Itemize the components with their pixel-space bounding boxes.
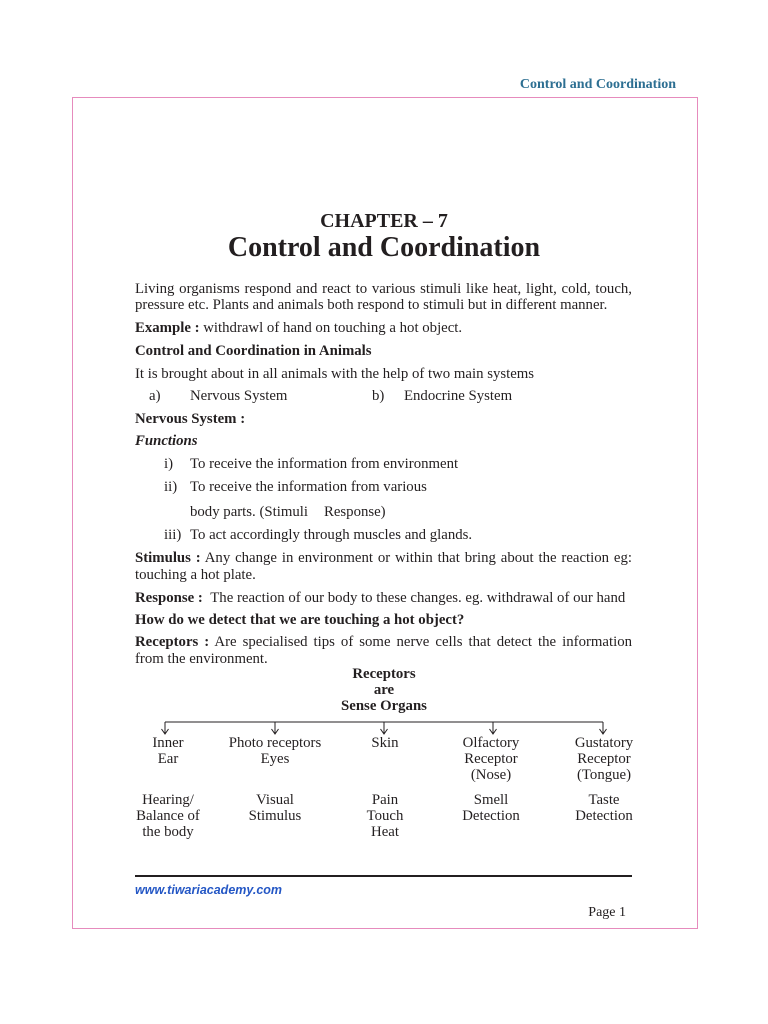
branch-5-organ-line: (Tongue)	[576, 767, 632, 783]
animals-text: It is brought about in all animals with the help of two main systems	[135, 366, 535, 382]
example-text: withdrawl of hand on touching a hot object.	[203, 320, 463, 336]
function-1-text: To receive the information from environment	[190, 456, 459, 472]
branch-4-organ-line: Olfactory	[462, 735, 520, 751]
branch-3-function-line: Heat	[371, 824, 399, 840]
branch-5-organ	[539, 735, 669, 783]
branch-4-function-line: Smell	[473, 792, 509, 808]
branch-1-function-line: the body	[142, 824, 194, 840]
nervous-system-heading: Nervous System :	[135, 411, 246, 427]
system-a-marker: a)	[149, 388, 161, 404]
stimulus-term: Stimulus :	[135, 550, 201, 566]
response-text: The reaction of our body to these changes. eg. withdrawal of our hand	[210, 590, 626, 606]
branch-5-function-line: Taste	[588, 792, 620, 808]
branch-4-function-line: Detection	[462, 808, 520, 824]
branch-1-function-line: Hearing/	[142, 792, 194, 808]
branch-2-function-line: Stimulus	[248, 808, 302, 824]
diagram-root-line-2: are	[373, 682, 395, 698]
branch-5-organ-line: Gustatory	[574, 735, 634, 751]
response-term: Response :	[135, 590, 203, 606]
arrow-to-eyes	[272, 722, 279, 734]
stimulus-text: Any change in environment or within that bring about the reaction eg:	[204, 550, 632, 566]
stimulus-line-2: touching a hot plate.	[135, 567, 256, 583]
receptors-text: Are specialised tips of some nerve cells that detect the information	[214, 634, 632, 650]
function-2-marker: ii)	[164, 479, 178, 495]
function-2-continuation	[190, 503, 386, 521]
branch-1-organ-line: Ear	[157, 751, 179, 767]
running-head: Control and Coordination	[519, 77, 676, 92]
functions-heading: Functions	[135, 433, 198, 449]
branch-5-organ-line: Receptor	[577, 751, 631, 767]
function-2-continuation-before: body parts. (Stimuli	[190, 504, 308, 520]
chapter-title: Control and Coordination	[227, 232, 541, 263]
branch-3-function-line: Pain	[371, 792, 399, 808]
branch-2-organ-line: Eyes	[260, 751, 290, 767]
function-3-text: To act accordingly through muscles and glands.	[190, 527, 473, 543]
system-a-name: Nervous System	[190, 388, 288, 404]
system-b-marker: b)	[372, 388, 385, 404]
arrow-to-inner-ear	[162, 722, 169, 734]
function-3-marker: iii)	[164, 527, 182, 543]
branch-1-function-line: Balance of	[136, 808, 200, 824]
branch-2-organ-line: Photo receptors	[228, 735, 322, 751]
example-term: Example :	[135, 320, 200, 336]
diagram-root-line-1: Receptors	[352, 666, 416, 682]
arrow-to-skin	[381, 722, 388, 734]
system-b-name: Endocrine System	[404, 388, 513, 404]
branch-4-organ-line: (Nose)	[470, 767, 512, 783]
intro-line-2: pressure etc. Plants and animals both respond to stimuli but in different manner.	[135, 297, 608, 313]
question-heading: How do we detect that we are touching a hot object?	[135, 612, 465, 628]
branch-2-function-line: Visual	[256, 792, 294, 808]
branch-5-function-line: Detection	[575, 808, 633, 824]
branch-3-function-line: Touch	[366, 808, 404, 824]
stimulus-line-1	[135, 549, 632, 567]
branch-5-function	[539, 792, 669, 824]
branch-3-organ-line: Skin	[371, 735, 399, 751]
branch-1-organ-line: Inner	[152, 735, 184, 751]
footer-rule	[135, 875, 632, 877]
function-1-marker: i)	[164, 456, 174, 472]
arrow-to-nose	[490, 722, 497, 734]
receptors-line-2: from the environment.	[135, 651, 268, 667]
function-2-continuation-after: Response)	[323, 504, 386, 520]
branch-4-organ	[426, 735, 556, 783]
page-number: Page 1	[588, 905, 626, 920]
function-2-text: To receive the information from various	[190, 479, 427, 495]
diagram-root	[0, 666, 768, 714]
receptors-line-1	[135, 633, 632, 651]
receptors-term: Receptors :	[135, 634, 210, 650]
branch-4-organ-line: Receptor	[464, 751, 518, 767]
arrow-to-tongue	[600, 722, 607, 734]
diagram-root-line-3: Sense Organs	[341, 698, 427, 714]
website-link[interactable]: www.tiwariacademy.com	[135, 883, 283, 897]
intro-line-1: Living organisms respond and react to various stimuli like heat, light, cold, touch,	[135, 281, 632, 297]
example-paragraph	[135, 319, 462, 337]
branch-4-function	[426, 792, 556, 824]
animals-heading: Control and Coordination in Animals	[135, 343, 372, 359]
response-paragraph	[135, 589, 625, 607]
chapter-number: CHAPTER – 7	[320, 210, 448, 232]
